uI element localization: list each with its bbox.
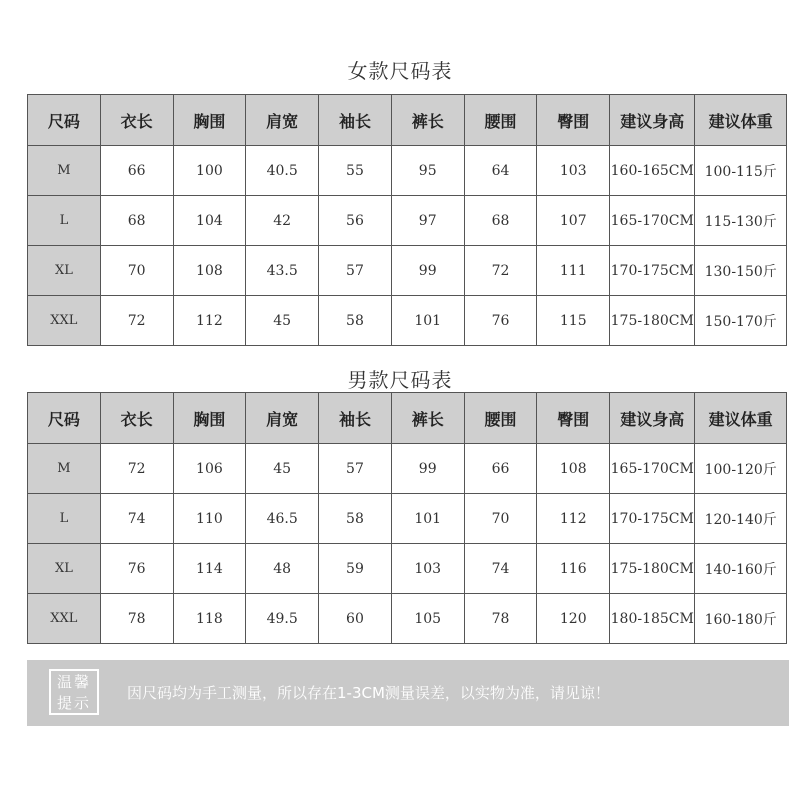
table-cell: 103 — [537, 146, 610, 196]
table-cell: 100 — [173, 146, 246, 196]
table-cell: 107 — [537, 196, 610, 246]
table-cell: 140-160斤 — [695, 544, 787, 594]
size-label-cell: M — [28, 444, 101, 494]
men-size-table — [27, 392, 787, 644]
table-cell: 120 — [537, 594, 610, 644]
table-cell: 48 — [246, 544, 319, 594]
column-header: 尺码 — [28, 393, 101, 444]
column-header: 建议身高 — [610, 393, 695, 444]
table-cell: 76 — [100, 544, 173, 594]
table-row — [28, 444, 787, 494]
men-body — [28, 444, 787, 644]
notice-text: 因尺码均为手工测量，所以存在1-3CM测量误差，以实物为准，请见谅！ — [127, 684, 610, 702]
table-cell: 99 — [391, 444, 464, 494]
table-cell: 64 — [464, 146, 537, 196]
women-body — [28, 146, 787, 346]
table-cell: 114 — [173, 544, 246, 594]
notice-label-box — [49, 669, 99, 715]
column-header: 腰围 — [464, 95, 537, 146]
table-cell: 45 — [246, 296, 319, 346]
size-label-cell: XL — [28, 544, 101, 594]
table-cell: 101 — [391, 494, 464, 544]
table-row — [28, 296, 787, 346]
table-cell: 175-180CM — [610, 296, 695, 346]
table-cell: 112 — [537, 494, 610, 544]
table-cell: 105 — [391, 594, 464, 644]
women-header-row — [28, 95, 787, 146]
table-cell: 108 — [173, 246, 246, 296]
table-cell: 170-175CM — [610, 494, 695, 544]
table-cell: 58 — [319, 494, 392, 544]
table-cell: 66 — [464, 444, 537, 494]
column-header: 尺码 — [28, 95, 101, 146]
women-size-chart-title: 女款尺码表 — [347, 59, 453, 83]
table-cell: 74 — [100, 494, 173, 544]
column-header: 裤长 — [391, 95, 464, 146]
table-row — [28, 494, 787, 544]
table-cell: 116 — [537, 544, 610, 594]
column-header: 肩宽 — [246, 393, 319, 444]
table-cell: 46.5 — [246, 494, 319, 544]
column-header: 肩宽 — [246, 95, 319, 146]
notice-bar — [27, 660, 789, 726]
table-cell: 76 — [464, 296, 537, 346]
table-cell: 106 — [173, 444, 246, 494]
table-cell: 66 — [100, 146, 173, 196]
size-label-cell: XL — [28, 246, 101, 296]
table-cell: 74 — [464, 544, 537, 594]
women-size-table — [27, 94, 787, 346]
table-row — [28, 146, 787, 196]
column-header: 衣长 — [100, 393, 173, 444]
table-cell: 150-170斤 — [695, 296, 787, 346]
table-cell: 68 — [464, 196, 537, 246]
table-cell: 170-175CM — [610, 246, 695, 296]
table-cell: 60 — [319, 594, 392, 644]
table-cell: 130-150斤 — [695, 246, 787, 296]
column-header: 胸围 — [173, 393, 246, 444]
table-cell: 59 — [319, 544, 392, 594]
table-cell: 78 — [464, 594, 537, 644]
column-header: 袖长 — [319, 95, 392, 146]
table-cell: 100-120斤 — [695, 444, 787, 494]
column-header: 臀围 — [537, 393, 610, 444]
table-cell: 42 — [246, 196, 319, 246]
notice-label-line1: 温馨 — [56, 673, 91, 691]
table-cell: 78 — [100, 594, 173, 644]
table-row — [28, 544, 787, 594]
column-header: 裤长 — [391, 393, 464, 444]
column-header: 衣长 — [100, 95, 173, 146]
size-label-cell: M — [28, 146, 101, 196]
table-cell: 70 — [100, 246, 173, 296]
table-cell: 56 — [319, 196, 392, 246]
table-cell: 104 — [173, 196, 246, 246]
table-cell: 72 — [100, 296, 173, 346]
table-cell: 55 — [319, 146, 392, 196]
column-header: 建议体重 — [695, 95, 787, 146]
column-header: 胸围 — [173, 95, 246, 146]
table-cell: 99 — [391, 246, 464, 296]
table-cell: 58 — [319, 296, 392, 346]
table-cell: 165-170CM — [610, 196, 695, 246]
table-cell: 112 — [173, 296, 246, 346]
table-cell: 103 — [391, 544, 464, 594]
column-header: 臀围 — [537, 95, 610, 146]
table-cell: 49.5 — [246, 594, 319, 644]
column-header: 建议身高 — [610, 95, 695, 146]
table-cell: 110 — [173, 494, 246, 544]
table-row — [28, 246, 787, 296]
column-header: 腰围 — [464, 393, 537, 444]
men-header-row — [28, 393, 787, 444]
table-row — [28, 196, 787, 246]
size-label-cell: XXL — [28, 594, 101, 644]
men-size-chart-title: 男款尺码表 — [347, 368, 453, 392]
table-cell: 43.5 — [246, 246, 319, 296]
column-header: 建议体重 — [695, 393, 787, 444]
table-cell: 68 — [100, 196, 173, 246]
table-cell: 180-185CM — [610, 594, 695, 644]
table-cell: 118 — [173, 594, 246, 644]
table-cell: 115-130斤 — [695, 196, 787, 246]
table-cell: 108 — [537, 444, 610, 494]
table-cell: 120-140斤 — [695, 494, 787, 544]
table-cell: 160-165CM — [610, 146, 695, 196]
table-cell: 40.5 — [246, 146, 319, 196]
table-cell: 70 — [464, 494, 537, 544]
table-row — [28, 594, 787, 644]
table-cell: 115 — [537, 296, 610, 346]
size-label-cell: L — [28, 196, 101, 246]
table-cell: 57 — [319, 444, 392, 494]
table-cell: 72 — [100, 444, 173, 494]
table-cell: 72 — [464, 246, 537, 296]
size-label-cell: XXL — [28, 296, 101, 346]
table-cell: 97 — [391, 196, 464, 246]
table-cell: 111 — [537, 246, 610, 296]
table-cell: 175-180CM — [610, 544, 695, 594]
table-cell: 101 — [391, 296, 464, 346]
notice-label-line2: 提示 — [56, 694, 91, 712]
table-cell: 45 — [246, 444, 319, 494]
size-label-cell: L — [28, 494, 101, 544]
table-cell: 100-115斤 — [695, 146, 787, 196]
table-cell: 95 — [391, 146, 464, 196]
table-cell: 160-180斤 — [695, 594, 787, 644]
column-header: 袖长 — [319, 393, 392, 444]
table-cell: 165-170CM — [610, 444, 695, 494]
table-cell: 57 — [319, 246, 392, 296]
